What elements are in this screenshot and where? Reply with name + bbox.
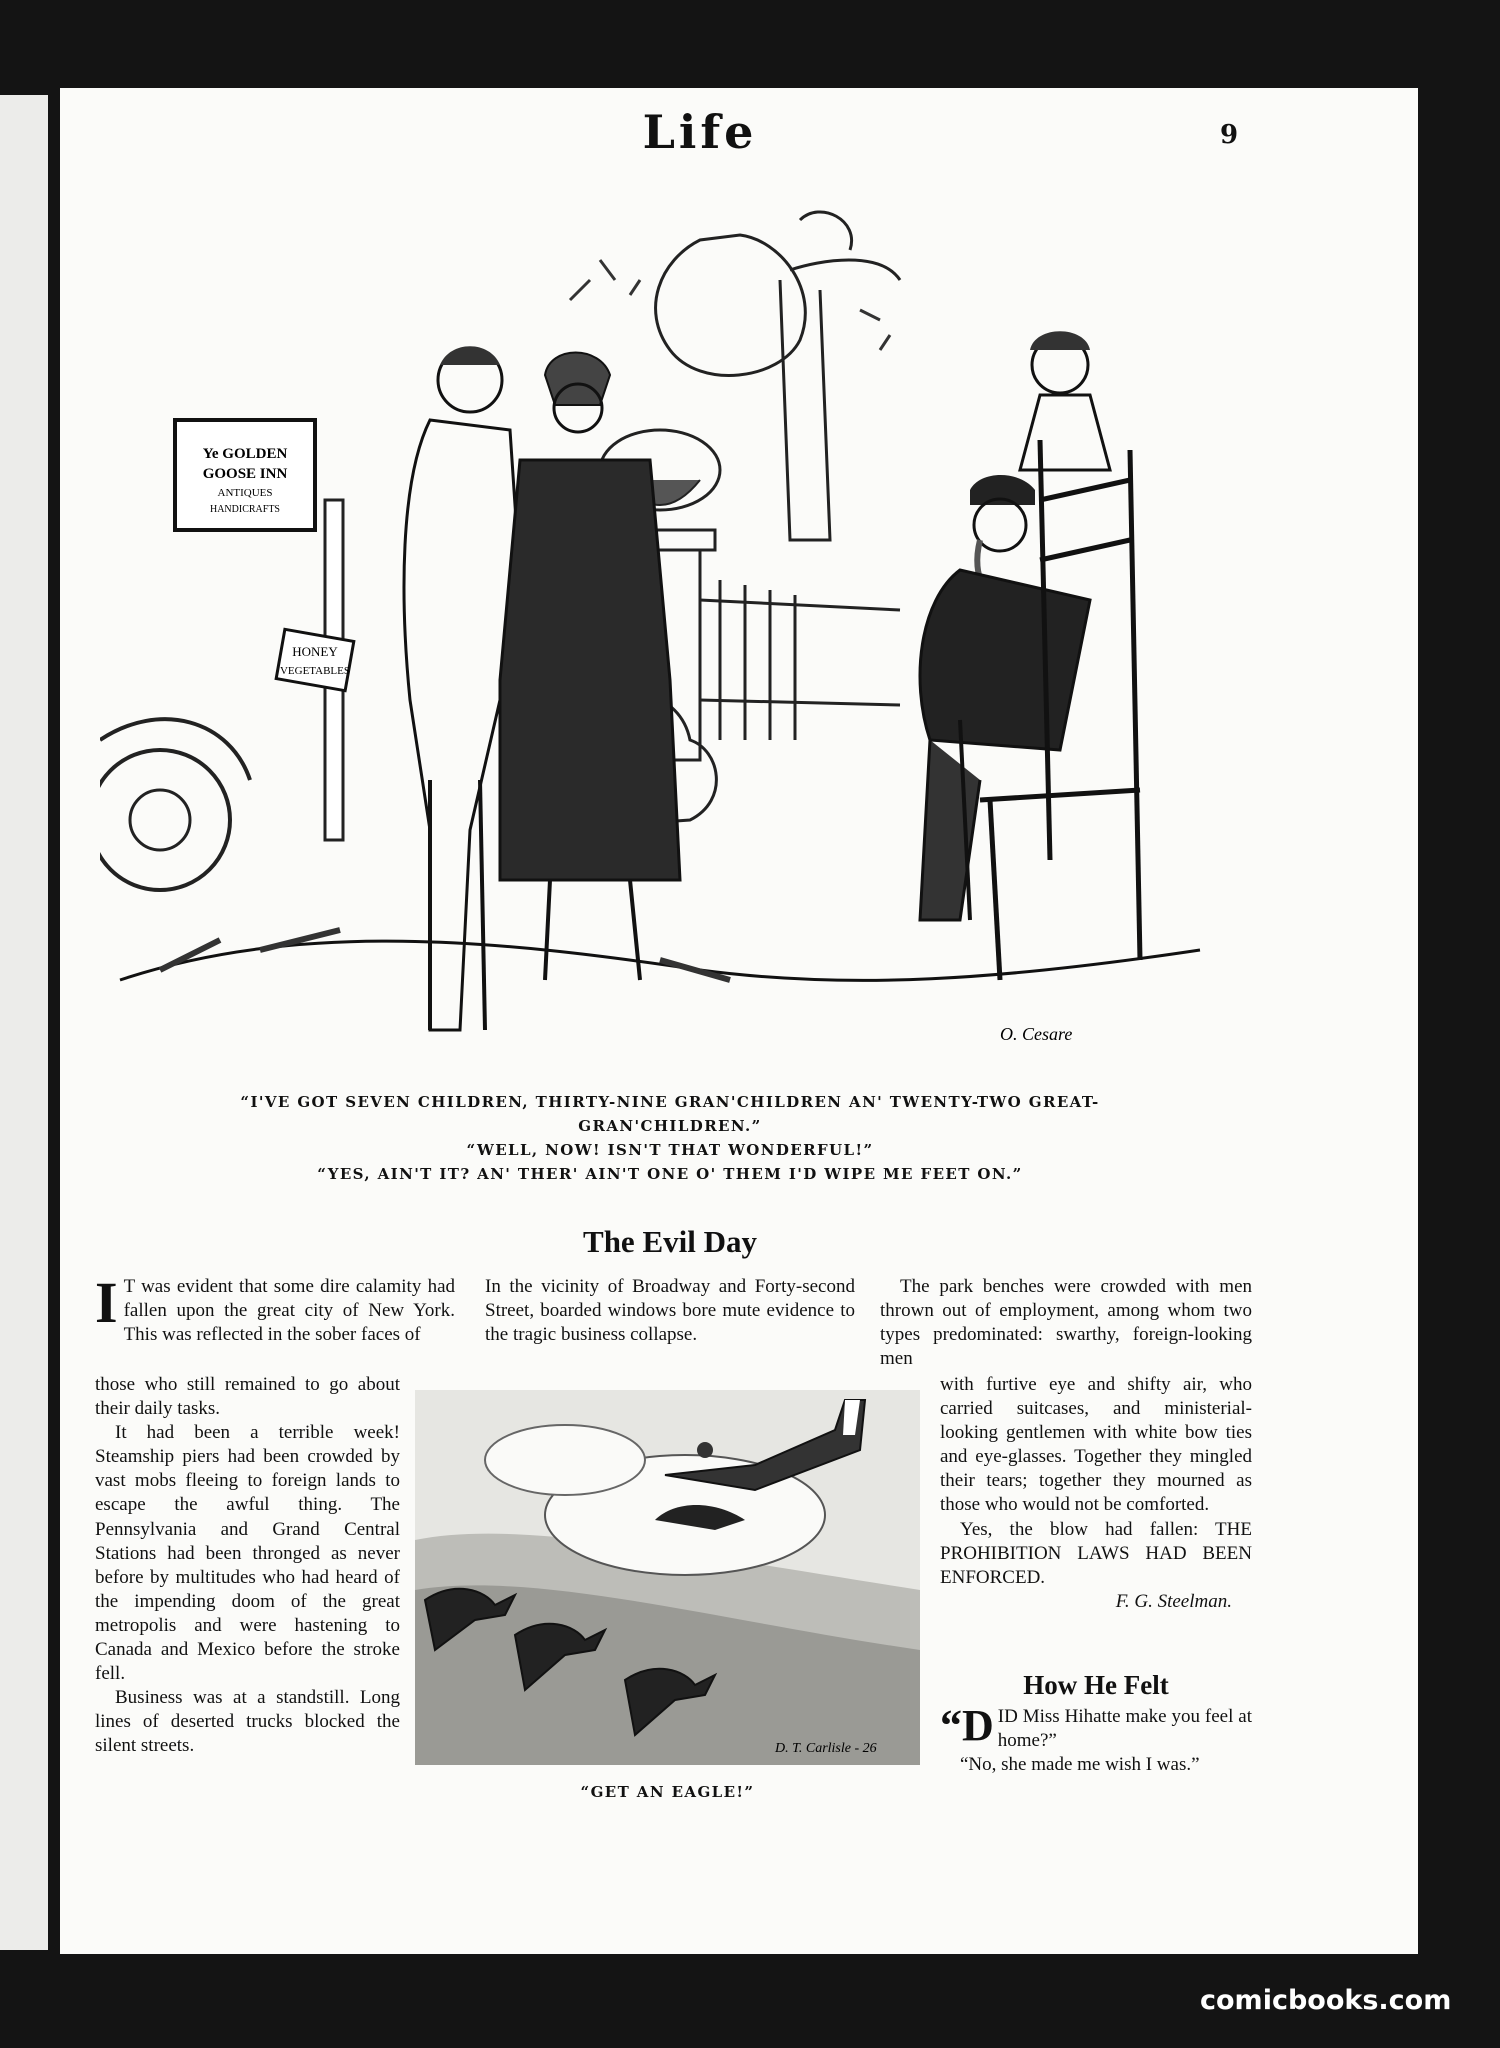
joke-line: “No, she made me wish I was.” [960,1754,1200,1776]
sign-line-4: HANDICRAFTS [209,504,281,515]
eagle-illustration [415,1390,920,1765]
article-author: F. G. Steelman. [1115,1590,1232,1612]
joke-line: ID Miss Hihatte make you feel at home?” [997,1706,1252,1752]
adjacent-page-edge [0,95,48,1950]
eagle-signature: D. T. Carlisle - 26 [775,1741,877,1756]
cartoon-caption [210,1090,1130,1186]
article-paragraph: those who still remained to go about their daily tasks. [95,1374,400,1420]
masthead: Life [642,105,758,159]
article-column-3-top [880,1275,1252,1371]
watermark: comicbooks.com [1200,1985,1452,2016]
cartoon-illustration [100,180,1260,1085]
joke-text [940,1701,1252,1777]
eagle-caption: “GET AN EAGLE!” [580,1783,755,1801]
article-title: The Evil Day [583,1224,757,1259]
article-column-2 [485,1275,855,1347]
sign-line-1: Ye GOLDEN [202,446,288,462]
sign-line-3: ANTIQUES [217,487,273,499]
article-paragraph: with furtive eye and shifty air, who carried suitcases, and ministerial-looking gentlemen with white bow ties and eye-glasses. Together they mingled their tears; together they mourned as those who would not be comforted. [940,1374,1252,1516]
drop-cap: I [95,1270,118,1335]
article-paragraph: It had been a terrible week! Steamship piers had been crowded by vast mobs fleeing to foreign lands to escape the awful thing. The Pennsylvania and Grand Central Stations had been thronged as never before by multitudes who had heard of the impending doom of the great metropolis and were hastening to Canada and Mexico before the stroke fell. [95,1422,400,1685]
article-paragraph: T was evident that some dire calamity had fallen upon the great city of New York. This was reflected in the sober faces of [123,1276,455,1346]
small-sign-line-1: HONEY [292,644,338,659]
article-paragraph: In the vicinity of Broadway and Forty-second Street, boarded windows bore mute evidence to the tragic business collapse. [485,1276,855,1346]
caption-line: GRAN'CHILDREN.” [578,1117,762,1135]
joke-title: How He Felt [1023,1670,1169,1700]
article-paragraph: The park benches were crowded with men thrown out of employment, among whom two types predominated: swarthy, foreign-looking men [880,1276,1252,1370]
small-sign-line-2: VEGETABLES [279,665,351,677]
article-paragraph: Business was at a standstill. Long lines of deserted trucks blocked the silent streets. [95,1687,400,1757]
caption-line: “YES, AIN'T IT? AN' THER' AIN'T ONE O' THEM I'D WIPE ME FEET ON.” [317,1165,1023,1183]
sign-line-2: GOOSE INN [202,466,288,482]
cartoon-signature: O. Cesare [1000,1024,1073,1044]
caption-line: “WELL, NOW! ISN'T THAT WONDERFUL!” [466,1141,874,1159]
caption-line: “I'VE GOT SEVEN CHILDREN, THIRTY-NINE GRAN'CHILDREN AN' TWENTY-TWO GREAT- [240,1093,1100,1111]
drop-cap: “D [940,1701,994,1750]
page-number: 9 [1220,120,1239,150]
article-column-3-bottom [940,1373,1252,1614]
article-paragraph: Yes, the blow had fallen: THE PROHIBITION LAWS HAD BEEN ENFORCED. [940,1518,1252,1588]
article-column-1-bottom [95,1373,400,1759]
article-column-1-top [95,1270,455,1347]
